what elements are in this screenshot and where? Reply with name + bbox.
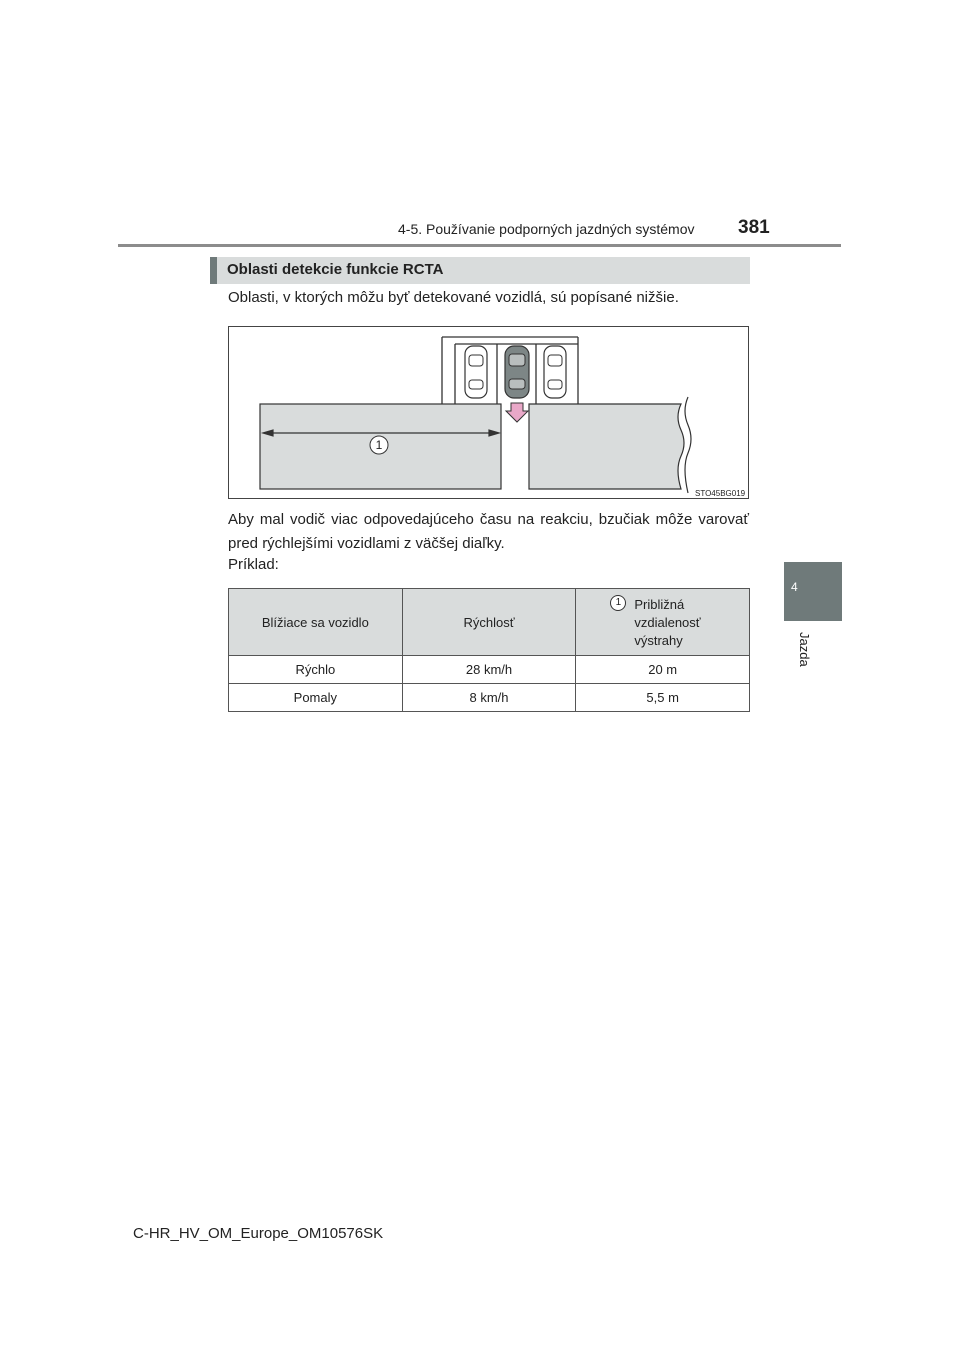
callout-number-1: 1 xyxy=(375,438,383,452)
detection-area-figure xyxy=(228,326,749,499)
detection-area-diagram xyxy=(229,327,750,500)
reversing-car xyxy=(505,346,529,398)
table-cell-vehicle: Rýchlo xyxy=(229,656,403,684)
table-cell-vehicle: Pomaly xyxy=(229,684,403,712)
table-header-row xyxy=(229,589,750,656)
chapter-label-wrap xyxy=(797,632,828,672)
page-number: 381 xyxy=(738,217,770,238)
intro-text: Oblasti, v ktorých môžu byť detekované vozidlá, sú popísané nižšie. xyxy=(228,289,679,306)
reverse-arrow-icon xyxy=(506,403,528,422)
body-paragraph: Aby mal vodič viac odpovedajúceho času na reakciu, bzučiak môže varovať pred rýchlejšími vozidlami z väčšej diaľky. xyxy=(228,511,749,552)
parked-car-right xyxy=(544,346,566,398)
table-cell-speed: 28 km/h xyxy=(402,656,576,684)
chapter-label: Jazda xyxy=(797,632,812,667)
running-header-section: 4-5. Používanie podporných jazdných systémov xyxy=(398,221,695,237)
table-cell-distance: 20 m xyxy=(576,656,750,684)
section-heading-text: Oblasti detekcie funkcie RCTA xyxy=(227,261,444,278)
table-row xyxy=(229,656,750,684)
example-label: Príklad: xyxy=(228,556,279,573)
table-cell-distance: 5,5 m xyxy=(576,684,750,712)
header-divider xyxy=(118,244,841,247)
table-header-distance xyxy=(576,589,750,656)
section-heading-marker xyxy=(210,257,217,284)
section-heading xyxy=(210,257,750,284)
chapter-number: 4 xyxy=(791,580,798,594)
table-header-distance-text: Približná vzdialenosť výstrahy xyxy=(634,597,701,648)
document-id: C-HR_HV_OM_Europe_OM10576SK xyxy=(133,1225,384,1242)
figure-code: STO45BG019 xyxy=(695,489,746,498)
table-header-vehicle: Blížiace sa vozidlo xyxy=(229,589,403,656)
parked-car-left xyxy=(465,346,487,398)
table-callout-circle: 1 xyxy=(610,595,626,611)
table-header-speed: Rýchlosť xyxy=(402,589,576,656)
detection-zone-right xyxy=(529,404,684,489)
table-row xyxy=(229,684,750,712)
cut-line xyxy=(685,397,691,493)
warning-distance-table xyxy=(228,588,750,712)
table-cell-speed: 8 km/h xyxy=(402,684,576,712)
chapter-tab xyxy=(784,562,842,621)
